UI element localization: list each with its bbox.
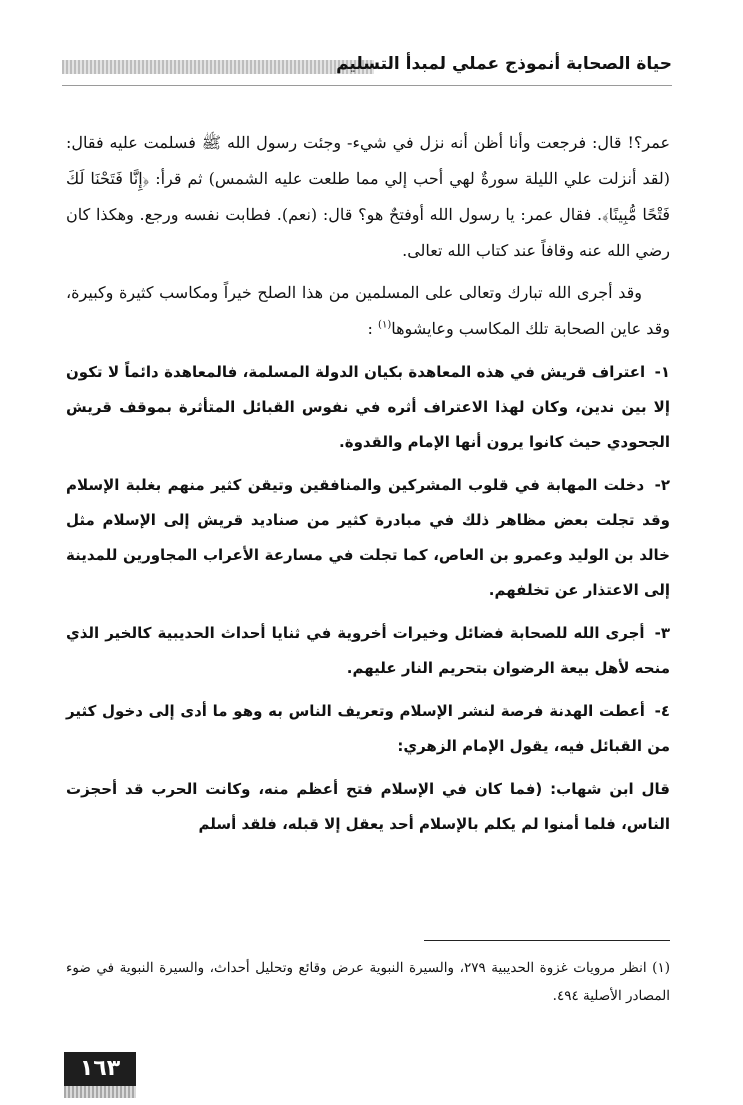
running-header-title: حياة الصحابة أنموذج عملي لمبدأ التسليم (336, 54, 672, 74)
list-item-text: اعتراف قريش في هذه المعاهدة بكيان الدولة المسلمة، فالمعاهدة دائماً لا تكون إلا بين ندين، وكان لهذا الاعتراف أثره في نفوس القبائل المتأثرة بموقف قريش الجحودي حيث كانوا يرون أنها الإمام والقدوة. (66, 363, 670, 451)
list-item (66, 616, 670, 686)
list-item (66, 355, 670, 460)
list-item-text: أجرى الله للصحابة فضائل وخيرات أخروية في ثنايا أحداث الحديبية كالخير الذي منحه لأهل بيعة الرضوان بتحريم النار عليهم. (66, 624, 670, 677)
paragraph-2-text: وقد أجرى الله تبارك وتعالى على المسلمين من هذا الصلح خيراً ومكاسب كثيرة وكبيرة، وقد عاين الصحابة تلك المكاسب وعايشوها (66, 283, 670, 338)
list-item-number: ٤- (654, 702, 670, 720)
paragraph-1: عمر؟! قال: فرجعت وأنا أظن أنه نزل في شيء- وجئت رسول الله ﷺ فسلمت عليه فقال: (لقد أنزلت علي الليلة سورةٌ لهي أحب إلي مما طلعت عليه الشمس) ثم قرأ: ﴿إِنَّا فَتَحْنَا لَكَ فَتْحًا مُّبِينًا﴾. فقال عمر: يا رسول الله أوفتحٌ هو؟ قال: (نعم). فطابت نفسه ورجع. وهكذا كان رضي الله عنه وقافاً عند كتاب الله تعالى. (66, 133, 670, 260)
list-item-number: ١- (654, 363, 670, 381)
footnote-separator (424, 940, 670, 941)
folio-pattern-strip (64, 1086, 136, 1098)
list-item-number: ٣- (654, 624, 670, 642)
footnote: (١) انظر مرويات غزوة الحديبية ٢٧٩، والسيرة النبوية عرض وقائع وتحليل أحداث، والسيرة النبوية في ضوء المصادر الأصلية ٤٩٤. (66, 960, 670, 1004)
list-item (66, 694, 670, 764)
paragraph-2-end: : (367, 319, 373, 338)
header-rule (62, 85, 672, 86)
running-header (62, 52, 672, 86)
footnote-ref: (١) (378, 319, 392, 331)
list-item-text: دخلت المهابة في قلوب المشركين والمنافقين وتيقن كثير منهم بغلبة الإسلام وقد تجلت بعض مظاهر ذلك في مبادرة كثير من صناديد قريش إلى الإسلام مثل خالد بن الوليد وعمرو بن العاص، كما تجلت في مسارعة الأعراب المجاورين للمدينة إلى الاعتذار عن تخلفهم. (66, 476, 670, 599)
zuhri-quote: قال ابن شهاب: (فما كان في الإسلام فتح أعظم منه، وكانت الحرب قد أحجزت الناس، فلما أمنوا لم يكلم بالإسلام أحد يعقل إلا قبله، فلقد أسلم (66, 780, 670, 833)
list-item-number: ٢- (654, 476, 670, 494)
main-text (66, 125, 670, 842)
paragraph-2 (66, 275, 670, 347)
list-item (66, 468, 670, 608)
page-number: ١٦٣ (64, 1052, 136, 1086)
header-pattern-band (62, 60, 374, 74)
list-item-text: أعطت الهدنة فرصة لنشر الإسلام وتعريف الناس به وهو ما أدى إلى دخول كثير من القبائل فيه، يقول الإمام الزهري: (66, 702, 670, 755)
